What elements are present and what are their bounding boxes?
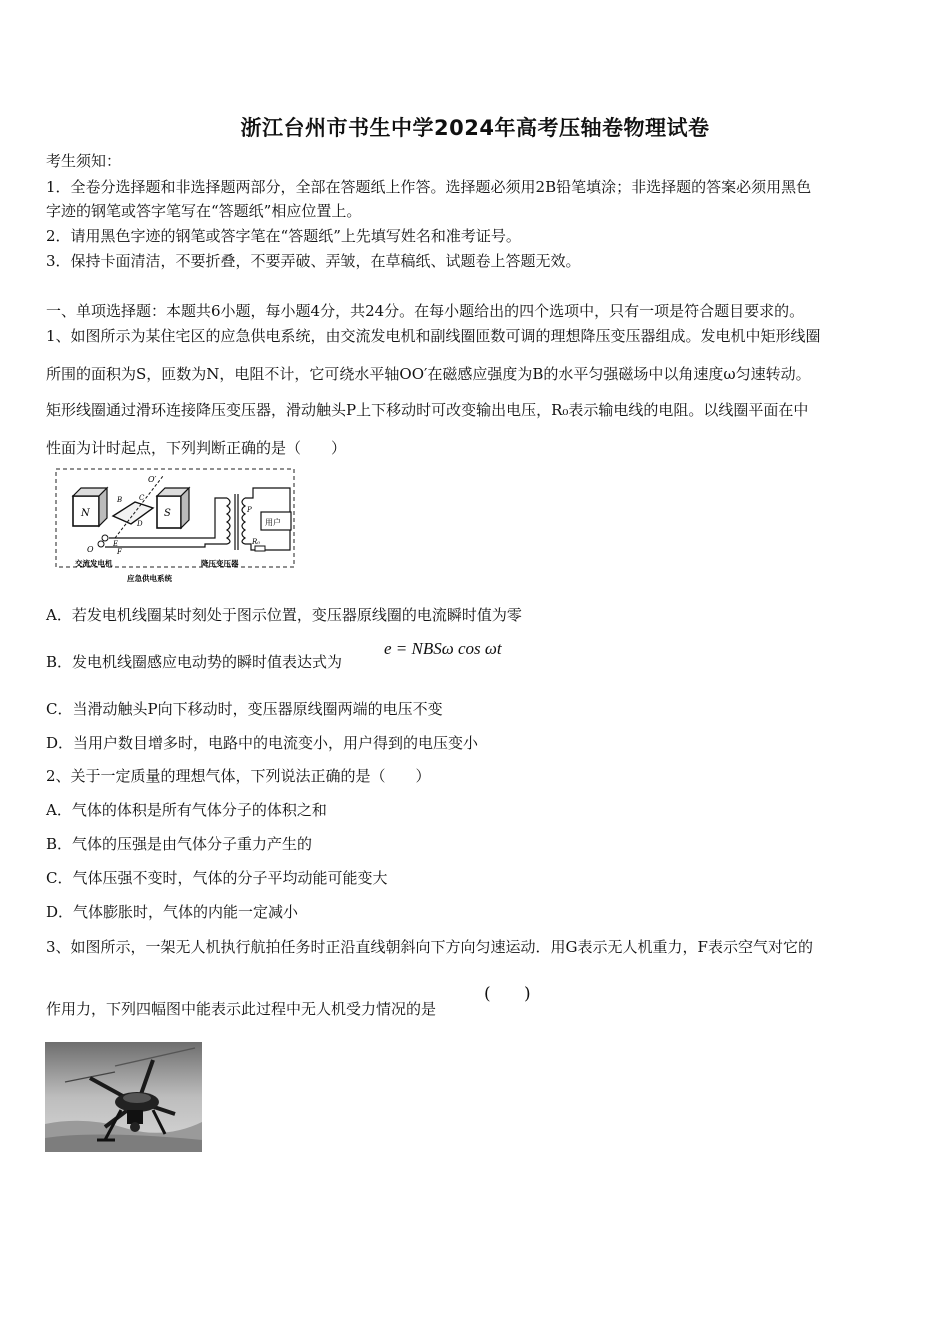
q2-option-a: A．气体的体积是所有气体分子的体积之和 <box>46 801 327 819</box>
q3-answer-parens: ( ) <box>484 984 531 1004</box>
q1-option-c: C．当滑动触头P向下移动时，变压器原线圈两端的电压不变 <box>46 700 443 718</box>
q1-stem-line: 所围的面积为S，匝数为N，电阻不计，它可绕水平轴OO′在磁感应强度为B的水平匀强磁场中以角速度ω匀速转动。 <box>46 365 811 383</box>
q1-stem-line: 1、如图所示为某住宅区的应急供电系统，由交流发电机和副线圈匝数可调的理想降压变压器组成。发电机中矩形线圈 <box>46 327 821 345</box>
q1-option-d: D．当用户数目增多时，电路中的电流变小，用户得到的电压变小 <box>46 734 479 752</box>
notice-item: 字迹的钢笔或答字笔写在“答题纸”相应位置上。 <box>46 202 362 220</box>
notice-item: 1．全卷分选择题和非选择题两部分，全部在答题纸上作答。选择题必须用2B铅笔填涂；非选择题的答案必须用黑色 <box>46 178 812 196</box>
r0-label: R₀ <box>252 538 261 546</box>
f-label: F <box>117 548 122 556</box>
q2-option-b: B．气体的压强是由气体分子重力产生的 <box>46 835 313 853</box>
q3-stem-line: 3、如图所示，一架无人机执行航拍任务时正沿直线朝斜向下方向匀速运动．用G表示无人机重力，F表示空气对它的 <box>46 938 813 956</box>
b-label: B <box>117 496 123 504</box>
q2-option-d: D．气体膨胀时，气体的内能一定减小 <box>46 903 299 921</box>
d-label: D <box>137 520 143 528</box>
n-pole-label: N <box>81 508 90 519</box>
q2-option-c: C．气体压强不变时，气体的分子平均动能可能变大 <box>46 869 388 887</box>
caption-system: 应急供电系统 <box>127 574 172 583</box>
s-pole-label: S <box>164 508 171 519</box>
user-label: 用户 <box>265 518 281 527</box>
o-prime-label: O′ <box>148 475 157 484</box>
caption-transformer: 降压变压器 <box>201 559 239 568</box>
page-title: 浙江台州市书生中学2024年高考压轴卷物理试卷 <box>240 116 710 140</box>
q3-stem-line: 作用力，下列四幅图中能表示此过程中无人机受力情况的是 <box>46 1000 437 1018</box>
q2-stem: 2、关于一定质量的理想气体，下列说法正确的是（ ） <box>46 767 431 785</box>
power-system-figure <box>55 468 295 586</box>
q1-stem-line: 矩形线圈通过滑环连接降压变压器，滑动触头P上下移动时可改变输出电压，R₀表示输电线的电阻。以线圈平面在中 <box>46 401 809 419</box>
q1-option-b: B．发电机线圈感应电动势的瞬时值表达式为 <box>46 653 343 671</box>
notice-heading: 考生须知： <box>46 152 122 170</box>
notice-item: 2．请用黑色字迹的钢笔或答字笔在“答题纸”上先填写姓名和准考证号。 <box>46 227 521 245</box>
o-label: O <box>87 545 94 554</box>
c-label: C <box>139 494 145 502</box>
notice-item: 3．保持卡面清洁，不要折叠，不要弄破、弄皱，在草稿纸、试题卷上答题无效。 <box>46 252 581 270</box>
q1-option-b-formula: e = NBSω cos ωt <box>384 639 502 658</box>
q1-option-a: A．若发电机线圈某时刻处于图示位置，变压器原线圈的电流瞬时值为零 <box>46 606 522 624</box>
caption-generator: 交流发电机 <box>75 559 113 568</box>
q1-stem-line: 性面为计时起点，下列判断正确的是（ ） <box>46 439 347 457</box>
drone-photo <box>45 1042 202 1152</box>
e-label: E <box>113 540 119 548</box>
p-label: P <box>247 506 252 514</box>
section-heading: 一、单项选择题：本题共6小题，每小题4分，共24分。在每小题给出的四个选项中，只有一项是符合题目要求的。 <box>46 302 805 320</box>
